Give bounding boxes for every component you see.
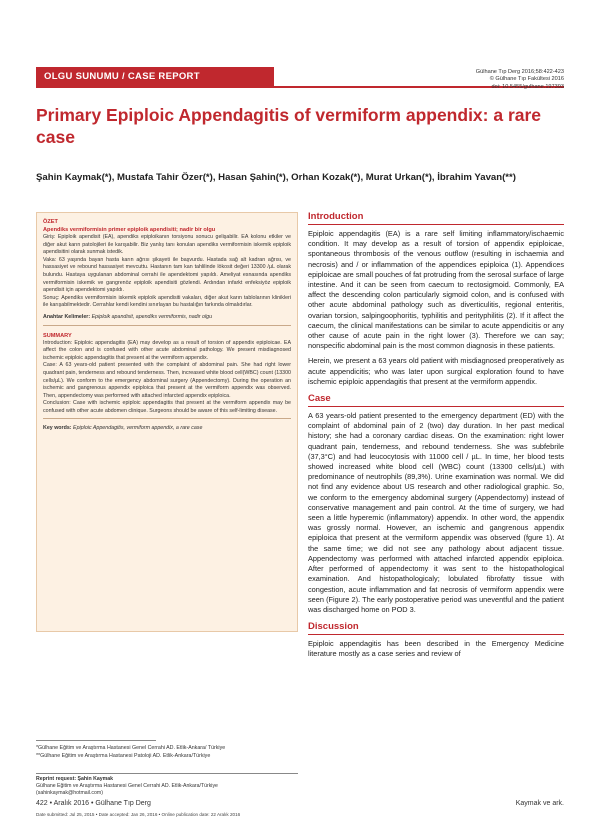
abstract-tr-heading: ÖZET <box>43 219 58 225</box>
affiliation-1: *Gülhane Eğitim ve Araştırma Hastanesi Genel Cerrahi AD. Etlik-Ankara/ Türkiye <box>36 745 226 751</box>
journal-meta <box>476 69 564 91</box>
affiliations <box>36 744 298 760</box>
affiliation-2: **Gülhane Eğitim ve Araştırma Hastanesi Patoloji AD. Etlik-Ankara/Türkiye <box>36 753 211 759</box>
article-body <box>308 210 564 665</box>
abstract-divider <box>43 325 291 326</box>
affiliation-rule <box>36 740 156 741</box>
abstract-tr-case: Vaka: 63 yaşında bayan hasta karın ağrısı şikayeti ile başvurdu. Hastada sağ alt kadran ağrısı, ve hassasiyet ve rebound hassasiyet mevcuttu. Hastanın tam kan tahlilinde lökosit değeri 13300 /µL olarak bulundu. Hastaya uygulanan abdominal cerrahi ile apendektomi yapıldı. Ameliyat esnasında apendiks vermiformisin iskemik ve gangrenöz epiploik apendisiti gözlendi. Ardından infarkt enfeksiyöz epiploik apendisit için apendektomi yapıldı. <box>43 256 291 294</box>
journal-copyright: © Gülhane Tıp Fakültesi 2016 <box>489 76 564 83</box>
author-list: Şahin Kaymak(*), Mustafa Tahir Özer(*), Hasan Şahin(*), Orhan Kozak(*), Murat Urkan(*), İbrahim Yavan(**) <box>36 172 516 183</box>
reprint-email[interactable]: (sahinkaymak@hotmail.com) <box>36 789 103 796</box>
abstract-box <box>36 212 298 632</box>
journal-citation: Gülhane Tıp Derg 2016;58:422-423 <box>475 69 564 75</box>
abstract-en-keywords <box>43 425 291 433</box>
reprint-rule <box>36 773 298 774</box>
introduction-heading: Introduction <box>308 210 564 225</box>
abstract-en-case: Case: A 63 years-old patient presented with the complaint of abdominal pain. She had right lower quadrant pain, tenderness and rebound tenderness. Then, increased white blood cell(WBC) count (13300 cells/µL). We conform to the emergency abdominal surgery (Appendectomy). During the operation an ischemic and gangrenous appendix epiploica that present at the vermiform appendix was observed. Then, appendectomy was performed with attached infarcted appendix epiploica. <box>43 362 291 399</box>
abstract-en-heading: SUMMARY <box>43 332 72 339</box>
introduction-paragraph-2: Herein, we present a 63 years old patient with misdiagnosed preoperatively as acute appendicitis; who was later upon surgical exploration found to have ischemic epiploic appendagitis that present at the vermiform appendix. <box>308 356 564 386</box>
discussion-paragraph: Epiploic appendagitis has been described in the Emergency Medicine literature mostly as a case series and review of <box>308 639 564 659</box>
footer-running-author: Kaymak ve ark. <box>515 800 564 807</box>
abstract-tr-subtitle: Apendiks vermiformisin primer epiploik apendisiti; nadir bir olgu <box>43 227 216 233</box>
keywords-tr-value: Epiploik apandisit, apendiks vermiformis, nadir olgu <box>91 313 213 320</box>
abstract-en-intro: Introduction: Epiploic appendagitis (EA) may develop as a result of torsion of appendix epiploicae. EA affect the colon and is confused with other acute abdominal pathology. We present misdiagnosed ischemic epiploic appendagitis that present at the vermiform appendix. <box>43 339 291 361</box>
keywords-en-value: Epiploic Appendagitis, vermiform appendix, a rare case <box>73 425 203 432</box>
article-title: Primary Epiploic Appendagitis of vermiform appendix: a rare case <box>36 105 542 147</box>
reprint-request <box>36 776 298 796</box>
section-label: OLGU SUNUMU / CASE REPORT <box>36 67 274 86</box>
keywords-en-label: Key words: <box>43 425 72 432</box>
abstract-tr-intro: Giriş: Epiploik apendisit (EA), apendiks epiploikanın torsiyonu sonucu gelişabilir. EA kolonu etkiler ve diğer akut karın patolojileri ile karışabilir. Biz yanlış tanı konulan apendiks vermiformisin iskemik epiploik apendisitini olarak sunmak istedik. <box>43 234 291 256</box>
submission-dates: Date submitted: Jul 25, 2015 • Date accepted: Jan 26, 2016 • Online publication date: 22 Aralık 2016 <box>36 812 241 817</box>
discussion-heading: Discussion <box>308 620 564 635</box>
case-heading: Case <box>308 392 564 407</box>
introduction-paragraph-1: Epiploic appendagitis (EA) is a rare self limiting inflammatory/ischaemic condition. It may develop as a result of torsion of appendix epiploicae, spontaneous thrombosis of the venous outflow (resulting in ischaemia and necrosis) and / or inflammation of the appendices epiploica (1). Appendices epiploicae are small pouches of fat protruding from the serosal surface of large intestine. And it can be seen from caecum to rectosigmoid. Commonly, EA affect the descending colon particularly sigmoid colon, and is confused with other acute abdominal pathology such as diverticulitis, regional enteritis, ovarian torsion, salpingoophoritis, typhilitis and perityphilitis (2). If it affect the caecum, the clinical manifestations can be similar to acute appendicitis or any other cause of acute pain in the right lower (3). Therefore we can say; nonspecific abdominal pain is the most common diagnosis in these patients. <box>308 229 564 351</box>
case-paragraph: A 63 years-old patient presented to the emergency department (ED) with the complaint of abdominal pain of 2 (two) day duration. In her past medical history; she had a coronary cardiac diseas. On the examination: right lower quadrant pain, tenderness, and rebound tenderness. She was subfebrile (37,3°C) and had leucocytosis with 11000 cell / µL. In time, her blood tests showed increased white blood cell (WBC) count (13300 cells/µL) with predominance of neutrophils (89,3%). Urine examination was normal. We did not find any evidence about US research and other radiological graphic. So, we conform to the emergency abdominal surgery (Appendectomy) instead of conservative management and pain control. At the time of surgery, we had seen a little hyperemic (inflammatory) appendix. In other word, the appendix was grossly normal. However, an ischemic and gangrenous appendix epiploica that present at the vermiform appendix was observed (fgure 1). At the same time; we did not see any pathology about adjacent tissue. Appendectomy was performed with attached infarcted appendix epiploica. After performed of appendectomy it was sent to the histopathological examination. And histopathologicaly; lobulated fibrofatty tissue with congestion, acute inflammation and fat necrosis of vermiform appendix were seen (Figure 2). The early postoperative period was uneventful and the patient was discharged home on POD 3. <box>308 411 564 614</box>
reprint-author: Reprint request: Şahin Kaymak <box>36 776 113 782</box>
journal-doi[interactable]: doi: 10.5455/gulhane.197393 <box>491 83 564 90</box>
abstract-en-conclusion: Conclusion: Case with ischemic epiploic appendagitis that present at the vermiform appendix may be confused with other acute abdomen clinique. Surgeons should be aware of this self-limiting disease. <box>43 400 291 414</box>
abstract-divider-2 <box>43 418 291 419</box>
reprint-address: Gülhane Eğitim ve Araştırma Hastanesi Genel Cerrahi AD. Etlik-Ankara/Türkiye <box>36 782 218 789</box>
abstract-tr-conclusion: Sonuç: Apendiks vermiformisin iskemik epiploik apendisiti vakaları, diğer akut karın tablolarının klinikleri ile karışabilmektedir. Cerrahlar kendi kendini sınırlayan bu hastalığın farkında olmalıdırlar. <box>43 294 291 309</box>
footer-page-info: 422 • Aralık 2016 • Gülhane Tıp Derg <box>36 800 151 807</box>
keywords-tr-label: Anahtar Kelimeler: <box>43 313 91 320</box>
abstract-tr-keywords <box>43 314 291 322</box>
